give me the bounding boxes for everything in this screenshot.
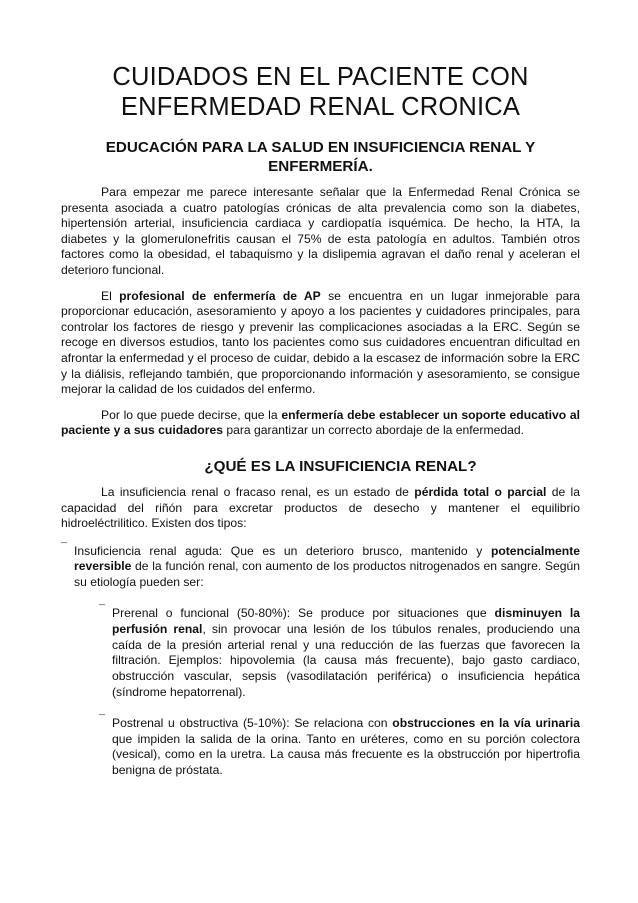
paragraph-text: El	[101, 288, 120, 303]
paragraph-text: se encuentra en un lugar inmejorable para proporcionar educación, asesoramiento y apoyo a los pacientes y cuidadores principales, para controlar los factores de riesgo y prevenir las complicaciones asociadas a la ERC. Según se recoge en diversos estudios, tanto los pacientes como sus cuidadores encuentran dificultad en afrontar la enfermedad y el proceso de cuidar, debido a la escasez de información sobre la ERC y la diálisis, reflejando también, que proporcionando información y asesoramiento, se consigue mejorar la calidad de los cuidados del enfermo.	[61, 288, 581, 397]
bullet-dash-icon: ¯	[99, 604, 106, 617]
paragraph-text: para garantizar un correcto abordaje de la enfermedad.	[222, 423, 524, 438]
title-line-1: CUIDADOS EN EL PACIENTE CON	[112, 63, 529, 91]
bullet-dash-icon: ¯	[99, 713, 106, 726]
emphasis-text: profesional de enfermería de AP	[119, 288, 321, 303]
etiology-list	[86, 606, 580, 779]
list-item-text: de la función renal, con aumento de los productos nitrogenados en sangre. Según su etiología pueden ser:	[74, 559, 580, 590]
list-item-prerenal	[86, 606, 580, 701]
emphasis-text: potencialmente reversible	[74, 543, 580, 574]
list-item-postrenal	[86, 713, 580, 779]
paragraph-intro: Para empezar me parece interesante señalar que la Enfermedad Renal Crónica se presenta asociada a cuatro patologías crónicas de alta prevalencia como son la diabetes, hipertensión arterial, insuficiencia cardiaca y cardiopatía isquémica. De hecho, la HTA, la diabetes y la glomerulonefritis causan el 75% de esta patología en adultos. También otros factores como la obesidad, el tabaquismo y la dislipemia agravan el daño renal y aceleran el deterioro funcional.	[61, 185, 580, 277]
list-item-text: Insuficiencia renal aguda: Que es un deterioro brusco, mantenido y	[74, 543, 491, 558]
list-item-text: Prerenal o funcional (50-80%): Se produce por situaciones que	[112, 606, 495, 621]
subtitle-line-1: EDUCACIÓN PARA LA SALUD EN INSUFICIENCIA RENAL Y	[105, 139, 536, 156]
document-subtitle	[61, 138, 580, 176]
list-item-text: , sin provocar una lesión de los túbulos renales, produciendo una caída de la presión arterial renal y una reducción de las fuerzas que favorecen la filtración. Ejemplos: hipovolemia (la causa más frecuente), bajo gasto cardiaco, obstrucción vascular, sepsis (vasodilatación periférica) o insuficiencia hepática (síndrome hepatorrenal).	[112, 621, 580, 700]
paragraph-definition	[61, 485, 580, 532]
bullet-dash-icon: ¯	[61, 541, 68, 554]
list-item-text: que impiden la salida de la orina. Tanto en uréteres, como en su porción colectora (vesical), como en la uretra. La causa más frecuente es la obstrucción por hipertrofia benigna de próstata.	[112, 731, 580, 778]
subtitle-line-2: ENFERMERÍA.	[268, 158, 373, 175]
emphasis-text: disminuyen la perfusión renal	[112, 606, 580, 636]
document-title	[61, 0, 580, 122]
emphasis-text: enfermería debe establecer un soporte educativo al paciente y a sus cuidadores	[61, 407, 580, 438]
paragraph-text: de la capacidad del riñón para excretar productos de desecho y mantener el equilibrio hidroeléctrilitico. Existen dos tipos:	[61, 484, 580, 531]
title-line-2: ENFERMEDAD RENAL CRONICA	[120, 93, 521, 121]
emphasis-text: pérdida total o parcial	[414, 484, 547, 499]
emphasis-text: obstrucciones en la vía urinaria	[392, 715, 580, 730]
types-list	[61, 541, 580, 779]
list-item-acute-renal-failure	[61, 541, 580, 779]
paragraph-professional-role	[61, 289, 580, 398]
paragraph-text: Por lo que puede decirse, que la	[101, 407, 282, 422]
paragraph-text: La insuficiencia renal o fracaso renal, es un estado de	[101, 484, 415, 499]
section-heading: ¿QUÉ ES LA INSUFICIENCIA RENAL?	[204, 457, 477, 475]
paragraph-educational-support	[61, 408, 580, 439]
list-item-text: Postrenal u obstructiva (5-10%): Se relaciona con	[112, 715, 393, 730]
